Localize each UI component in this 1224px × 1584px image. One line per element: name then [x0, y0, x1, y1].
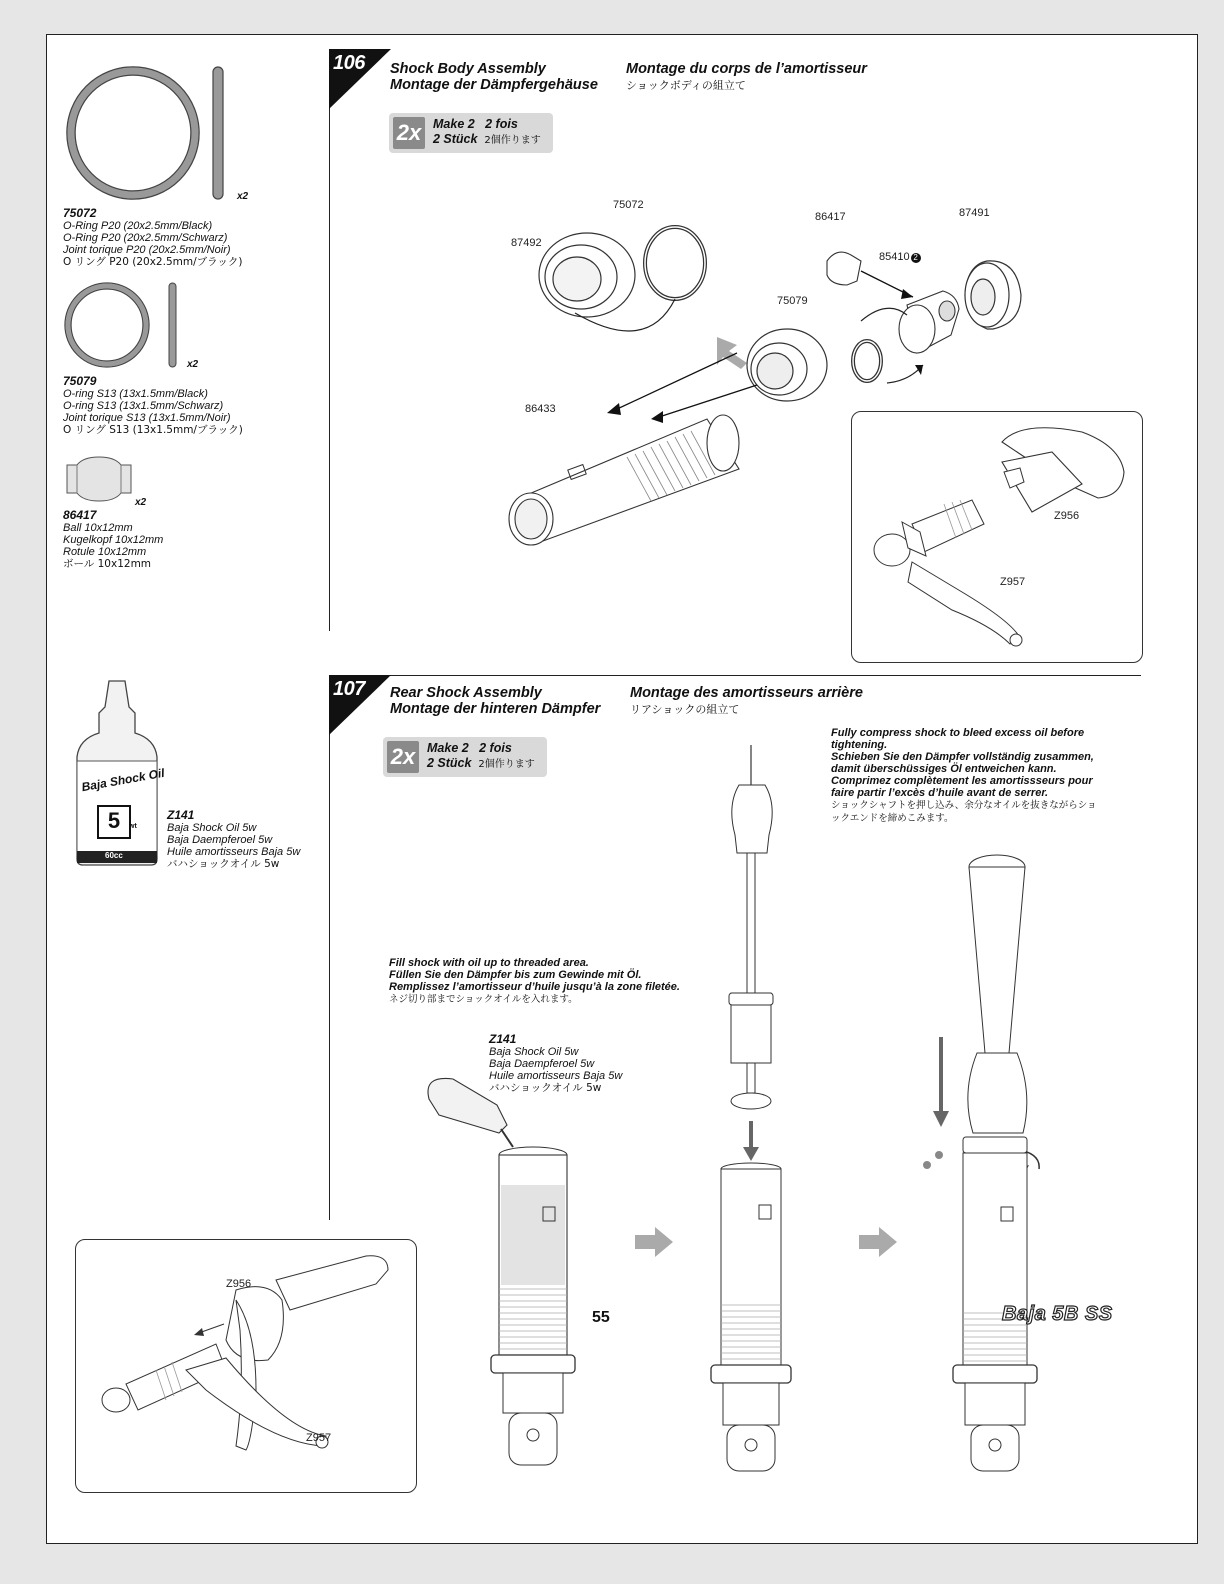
shock-compress-diagram	[911, 853, 1041, 1473]
step-divider	[329, 675, 1141, 676]
compress-note-jp2: ックエンドを締めこみます。	[831, 813, 954, 824]
step-106-title-fr: Montage du corps de l’amortisseur	[626, 61, 867, 77]
part-86417-label	[63, 509, 163, 570]
part-86417-code: 86417	[63, 508, 97, 522]
step-107-oil-fr: Huile amortisseurs Baja 5w	[489, 1070, 623, 1082]
step-106-make-jp: 2個作ります	[484, 135, 541, 146]
oil-part-label	[167, 809, 300, 870]
part-86417-jp: ボール 10x12mm	[63, 558, 152, 570]
step-106-make-count: 2x	[393, 117, 425, 149]
part-75072-qty: x2	[237, 191, 249, 202]
compress-note-de2: damit überschüssiges Öl entweichen kann.	[831, 763, 1057, 775]
oring-p20-illustration	[61, 63, 251, 213]
oring-s13-illustration	[63, 281, 213, 371]
bottle-weight-unit: wt	[129, 823, 137, 830]
step-107-oil-de: Baja Daempferoel 5w	[489, 1058, 595, 1070]
compress-note-en1: Fully compress shock to bleed excess oil before	[831, 727, 1085, 739]
oil-part-de: Baja Daempferoel 5w	[167, 834, 273, 846]
inset-106-label-z956: Z956	[1054, 510, 1080, 522]
compress-note	[831, 727, 1097, 825]
part-75079-qty: x2	[187, 359, 199, 370]
step-106-title-jp: ショックボディの組立て	[626, 79, 746, 92]
process-arrow-2	[859, 1227, 899, 1257]
part-75079-label	[63, 375, 243, 436]
step-106-make-badge	[389, 113, 553, 153]
step-107-make-jp: 2個作ります	[478, 759, 535, 770]
fill-note	[389, 957, 680, 1006]
part-75079-de: O-ring S13 (13x1.5mm/Schwarz)	[63, 400, 224, 412]
fill-note-fr: Remplissez l’amortisseur d’huile jusqu’à la zone filetée.	[389, 981, 680, 993]
step-107-make-count: 2x	[387, 741, 419, 773]
label-75072: 75072	[613, 199, 644, 211]
part-86417-fr: Rotule 10x12mm	[63, 546, 147, 558]
compress-note-en2: tightening.	[831, 739, 888, 751]
shock-filling-diagram	[423, 1075, 583, 1475]
part-75072-de: O-Ring P20 (20x2.5mm/Schwarz)	[63, 232, 228, 244]
step-107-title-jp: リアショックの組立て	[630, 703, 740, 716]
step-107-make-en: Make 2	[427, 741, 469, 755]
oil-part-jp: バハショックオイル 5w	[167, 858, 280, 870]
step-107-oil-jp: バハショックオイル 5w	[489, 1082, 602, 1094]
label-75079: 75079	[777, 295, 808, 307]
fill-note-jp: ネジ切り部までショックオイルを入れます。	[389, 994, 578, 1005]
label-86433: 86433	[525, 403, 556, 415]
oil-part-fr: Huile amortisseurs Baja 5w	[167, 846, 301, 858]
inset-107-label-z957: Z957	[306, 1432, 332, 1444]
column-divider-bottom	[329, 675, 330, 1220]
bottle-weight-box	[97, 805, 131, 839]
bottle-brand-label: Baja Shock Oil	[80, 765, 166, 795]
step-107-tool-inset	[75, 1239, 417, 1493]
part-75079-fr: Joint torique S13 (13x1.5mm/Noir)	[63, 412, 231, 424]
label-87491: 87491	[959, 207, 990, 219]
step-106-make-en: Make 2	[433, 117, 475, 131]
compress-note-de1: Schieben Sie den Dämpfer vollständig zusammen,	[831, 751, 1094, 763]
step-107-number: 107	[333, 678, 365, 700]
step-107-oil-code: Z141	[489, 1032, 517, 1046]
step-107-make-fr: 2 fois	[479, 741, 512, 755]
label-86417: 86417	[815, 211, 846, 223]
compress-note-fr1: Comprimez complètement les amortissseurs pour	[831, 775, 1093, 787]
ball-86417-illustration	[65, 457, 135, 501]
label-85410-text: 85410	[879, 251, 910, 263]
part-75072-jp: O リング P20 (20x2.5mm/ブラック)	[63, 256, 243, 268]
manual-page	[46, 34, 1198, 1544]
part-75079-en: O-ring S13 (13x1.5mm/Black)	[63, 388, 208, 400]
step-106-badge	[329, 49, 391, 109]
step-106-number: 106	[333, 52, 365, 74]
step-107-title-de: Montage der hinteren Dämpfer	[390, 701, 601, 717]
part-86417-qty: x2	[135, 497, 147, 508]
inset-107-label-z956: Z956	[226, 1278, 252, 1290]
inset-106-label-z957: Z957	[1000, 576, 1026, 588]
part-75072-code: 75072	[63, 206, 97, 220]
step-106-tool-inset	[851, 411, 1143, 663]
compress-note-fr2: faire partir l’excès d’huile avant de serrer.	[831, 787, 1049, 799]
step-106-make-de: 2 Stück	[433, 132, 478, 146]
step-106-title-de: Montage der Dämpfergehäuse	[390, 77, 598, 93]
part-75079-jp: O リング S13 (13x1.5mm/ブラック)	[63, 424, 243, 436]
bottle-weight-value: 5	[107, 808, 121, 833]
part-75072-fr: Joint torique P20 (20x2.5mm/Noir)	[63, 244, 231, 256]
part-75079-code: 75079	[63, 374, 97, 388]
column-divider-top	[329, 49, 330, 631]
label-87492: 87492	[511, 237, 542, 249]
step-107-oil-en: Baja Shock Oil 5w	[489, 1046, 579, 1058]
label-85410	[879, 251, 921, 263]
step-107-make-badge	[383, 737, 547, 777]
fill-note-de: Füllen Sie den Dämpfer bis zum Gewinde mit Öl.	[389, 969, 642, 981]
marker-2-icon: 2	[911, 253, 921, 263]
page-number: 55	[592, 1309, 610, 1326]
part-86417-de: Kugelkopf 10x12mm	[63, 534, 164, 546]
compress-note-jp1: ショックシャフトを押し込み、余分なオイルを抜きながらショ	[831, 800, 1097, 811]
brand-logo: Baja 5B SS	[1002, 1303, 1113, 1325]
step-107-title-alt	[630, 685, 863, 718]
part-75072-en: O-Ring P20 (20x2.5mm/Black)	[63, 220, 213, 232]
inset-106-tool-diagram	[852, 412, 1142, 662]
part-86417-en: Ball 10x12mm	[63, 522, 133, 534]
step-107-make-de: 2 Stück	[427, 756, 472, 770]
bottle-volume: 60cc	[105, 851, 123, 860]
step-107-title-fr: Montage des amortisseurs arrière	[630, 685, 863, 701]
shock-insert-diagram	[707, 745, 817, 1475]
step-107-badge	[329, 675, 391, 735]
step-107-title-en: Rear Shock Assembly	[390, 685, 542, 701]
oil-part-en: Baja Shock Oil 5w	[167, 822, 257, 834]
oil-part-code: Z141	[167, 808, 195, 822]
step-106-make-fr: 2 fois	[485, 117, 518, 131]
step-106-title	[390, 61, 598, 93]
process-arrow-1	[635, 1227, 675, 1257]
step-106-title-alt	[626, 61, 867, 94]
step-106-title-en: Shock Body Assembly	[390, 61, 546, 77]
step-107-title	[390, 685, 600, 717]
part-75072-label	[63, 207, 243, 268]
fill-note-en: Fill shock with oil up to threaded area.	[389, 957, 589, 969]
